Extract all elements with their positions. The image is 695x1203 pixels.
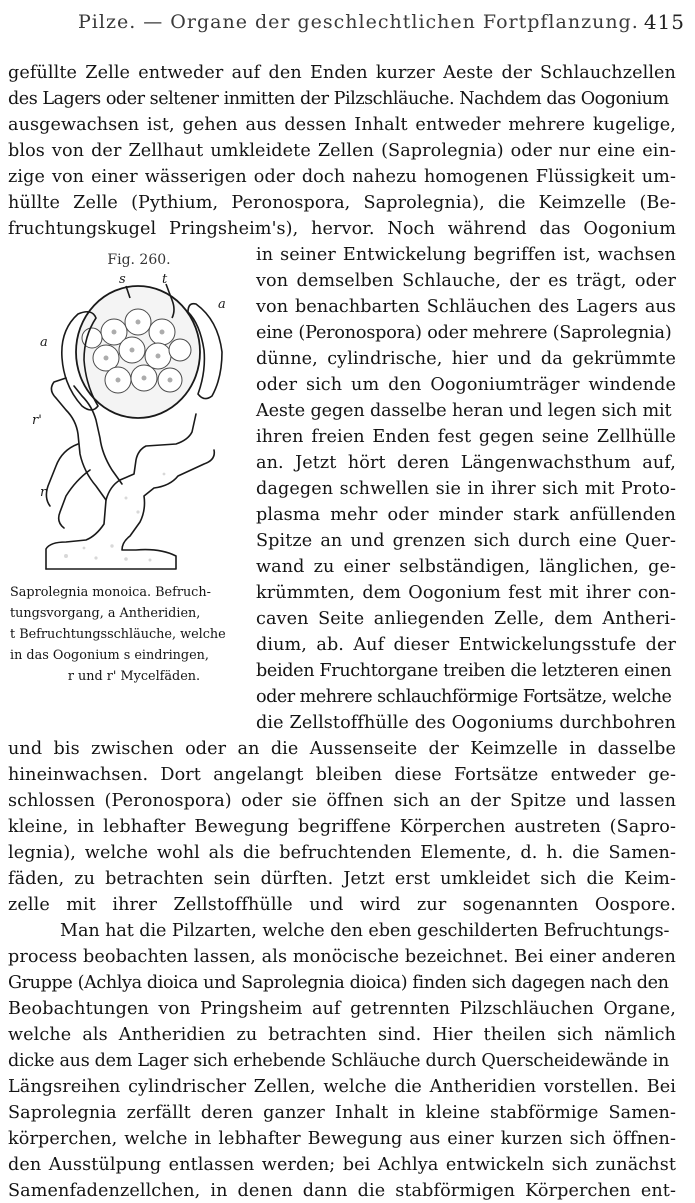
text-line: ihren freien Enden fest gegen seine Zellhülle xyxy=(256,427,676,447)
letter-r-prime: r' xyxy=(32,413,42,428)
caption-line: tungsvorgang, a Antheridien, xyxy=(10,606,201,621)
text-line: zige von einer wässerigen oder doch nahezu homogenen Flüssigkeit um- xyxy=(8,167,676,187)
text-line: dium, ab. Auf dieser Entwickelungsstufe der xyxy=(256,635,676,655)
caption-line: t Befruchtungsschläuche, welche xyxy=(10,627,226,642)
text-line: caven Seite anliegenden Zelle, dem Antheri- xyxy=(256,609,676,629)
text-line: die Zellstoffhülle des Oogoniums durchbohren xyxy=(256,713,676,733)
header-title: Pilze. — Organe der geschlechtlichen Fortpflanzung. xyxy=(78,11,639,33)
text-line: eine (Peronospora) oder mehrere (Saprolegnia) xyxy=(256,323,672,343)
text-line: hineinwachsen. Dort angelangt bleiben diese Fortsätze entweder ge- xyxy=(8,765,676,785)
caption-line: in das Oogonium s eindringen, xyxy=(10,648,209,663)
text-line: krümmten, dem Oogonium fest mit ihrer con- xyxy=(256,583,676,603)
text-line: wand zu einer selbständigen, länglichen, ge- xyxy=(256,557,676,577)
letter-s: s xyxy=(119,274,126,287)
text-line: plasma mehr oder minder stark anfüllenden xyxy=(256,505,676,525)
text-line: beiden Fruchtorgane treiben die letzteren einen xyxy=(256,661,672,681)
text-line: und bis zwischen oder an die Aussenseite der Keimzelle in dasselbe xyxy=(8,739,676,759)
text-line: blos von der Zellhaut umkleidete Zellen (Saprolegnia) oder nur eine ein- xyxy=(8,141,676,161)
text-line: Gruppe (Achlya dioica und Saprolegnia dioica) finden sich dagegen nach den xyxy=(8,973,669,993)
text-line: dicke aus dem Lager sich erhebende Schläuche durch Querscheidewände in xyxy=(8,1051,669,1071)
caption-line: Saprolegnia monoica. Befruch- xyxy=(10,585,211,600)
figure-label: Fig. 260. xyxy=(107,252,171,268)
text-line: gefüllte Zelle entweder auf den Enden kurzer Aeste der Schlauchzellen xyxy=(8,63,676,83)
text-line: process beobachten lassen, als monöcische bezeichnet. Bei einer anderen xyxy=(8,947,676,967)
text-line: Aeste gegen dasselbe heran und legen sich mit xyxy=(256,401,672,421)
text-line: hüllte Zelle (Pythium, Peronospora, Saprolegnia), die Keimzelle (Be- xyxy=(8,193,676,213)
text-line: Beobachtungen von Pringsheim auf getrennten Pilzschläuchen Organe, xyxy=(8,999,676,1019)
text-line: von benachbarten Schläuchen des Lagers aus xyxy=(256,297,676,317)
text-line: von demselben Schlauche, der es trägt, oder xyxy=(256,271,676,291)
text-line: oder mehrere schlauchförmige Fortsätze, welche xyxy=(256,687,672,707)
letter-t: t xyxy=(162,274,168,287)
text-line: Längsreihen cylindrischer Zellen, welche die Antheridien vorstellen. Bei xyxy=(8,1077,676,1097)
text-line: zelle mit ihrer Zellstoffhülle und wird zur sogenannten Oospore. xyxy=(8,895,676,915)
text-line: den Ausstülpung entlassen werden; bei Achlya entwickeln sich zunächst xyxy=(8,1155,676,1175)
text-line: oder sich um den Oogoniumträger windende xyxy=(256,375,676,395)
text-line: fäden, zu betrachten sein dürften. Jetzt erst umkleidet sich die Keim- xyxy=(8,869,676,889)
letter-a-right: a xyxy=(218,297,226,312)
saprolegnia-illustration xyxy=(26,274,246,574)
text-line: dünne, cylindrische, hier und da gekrümmte xyxy=(256,349,676,369)
text-line: Samenfadenzellchen, in denen dann die stabförmigen Körperchen ent- xyxy=(8,1181,676,1201)
text-line: Spitze an und grenzen sich durch eine Quer- xyxy=(256,531,676,551)
text-line: legnia), welche wohl als die befruchtenden Elemente, d. h. die Samen- xyxy=(8,843,676,863)
text-line: in seiner Entwickelung begriffen ist, wachsen xyxy=(256,245,676,265)
text-line: dagegen schwellen sie in ihrer sich mit Proto- xyxy=(256,479,676,499)
figure-260 xyxy=(10,252,258,692)
text-line: schlossen (Peronospora) oder sie öffnen sich an der Spitze und lassen xyxy=(8,791,676,811)
text-line: kleine, in lebhafter Bewegung begriffene Körperchen austreten (Sapro- xyxy=(8,817,676,837)
text-line: des Lagers oder seltener inmitten der Pilzschläuche. Nachdem das Oogonium xyxy=(8,89,669,109)
letter-a-left: a xyxy=(40,335,48,350)
text-line: körperchen, welche in lebhafter Bewegung aus einer kurzen sich öffnen- xyxy=(8,1129,676,1149)
text-line: ausgewachsen ist, gehen aus dessen Inhalt entweder mehrere kugelige, xyxy=(8,115,676,135)
text-line: welche als Antheridien zu betrachten sind. Hier theilen sich nämlich xyxy=(8,1025,676,1045)
caption-line: r und r' Mycelfäden. xyxy=(67,669,201,684)
text-line: fruchtungskugel Pringsheim's), hervor. Noch während das Oogonium xyxy=(8,219,676,239)
text-line: Man hat die Pilzarten, welche den eben geschilderten Befruchtungs- xyxy=(60,921,670,941)
text-line: an. Jetzt hört deren Längenwachsthum auf, xyxy=(256,453,676,473)
text-line: Saprolegnia zerfällt deren ganzer Inhalt in kleine stabförmige Samen- xyxy=(8,1103,676,1123)
page-number: 415 xyxy=(643,10,685,34)
figure-caption xyxy=(10,582,258,687)
letter-r: r xyxy=(40,485,47,500)
